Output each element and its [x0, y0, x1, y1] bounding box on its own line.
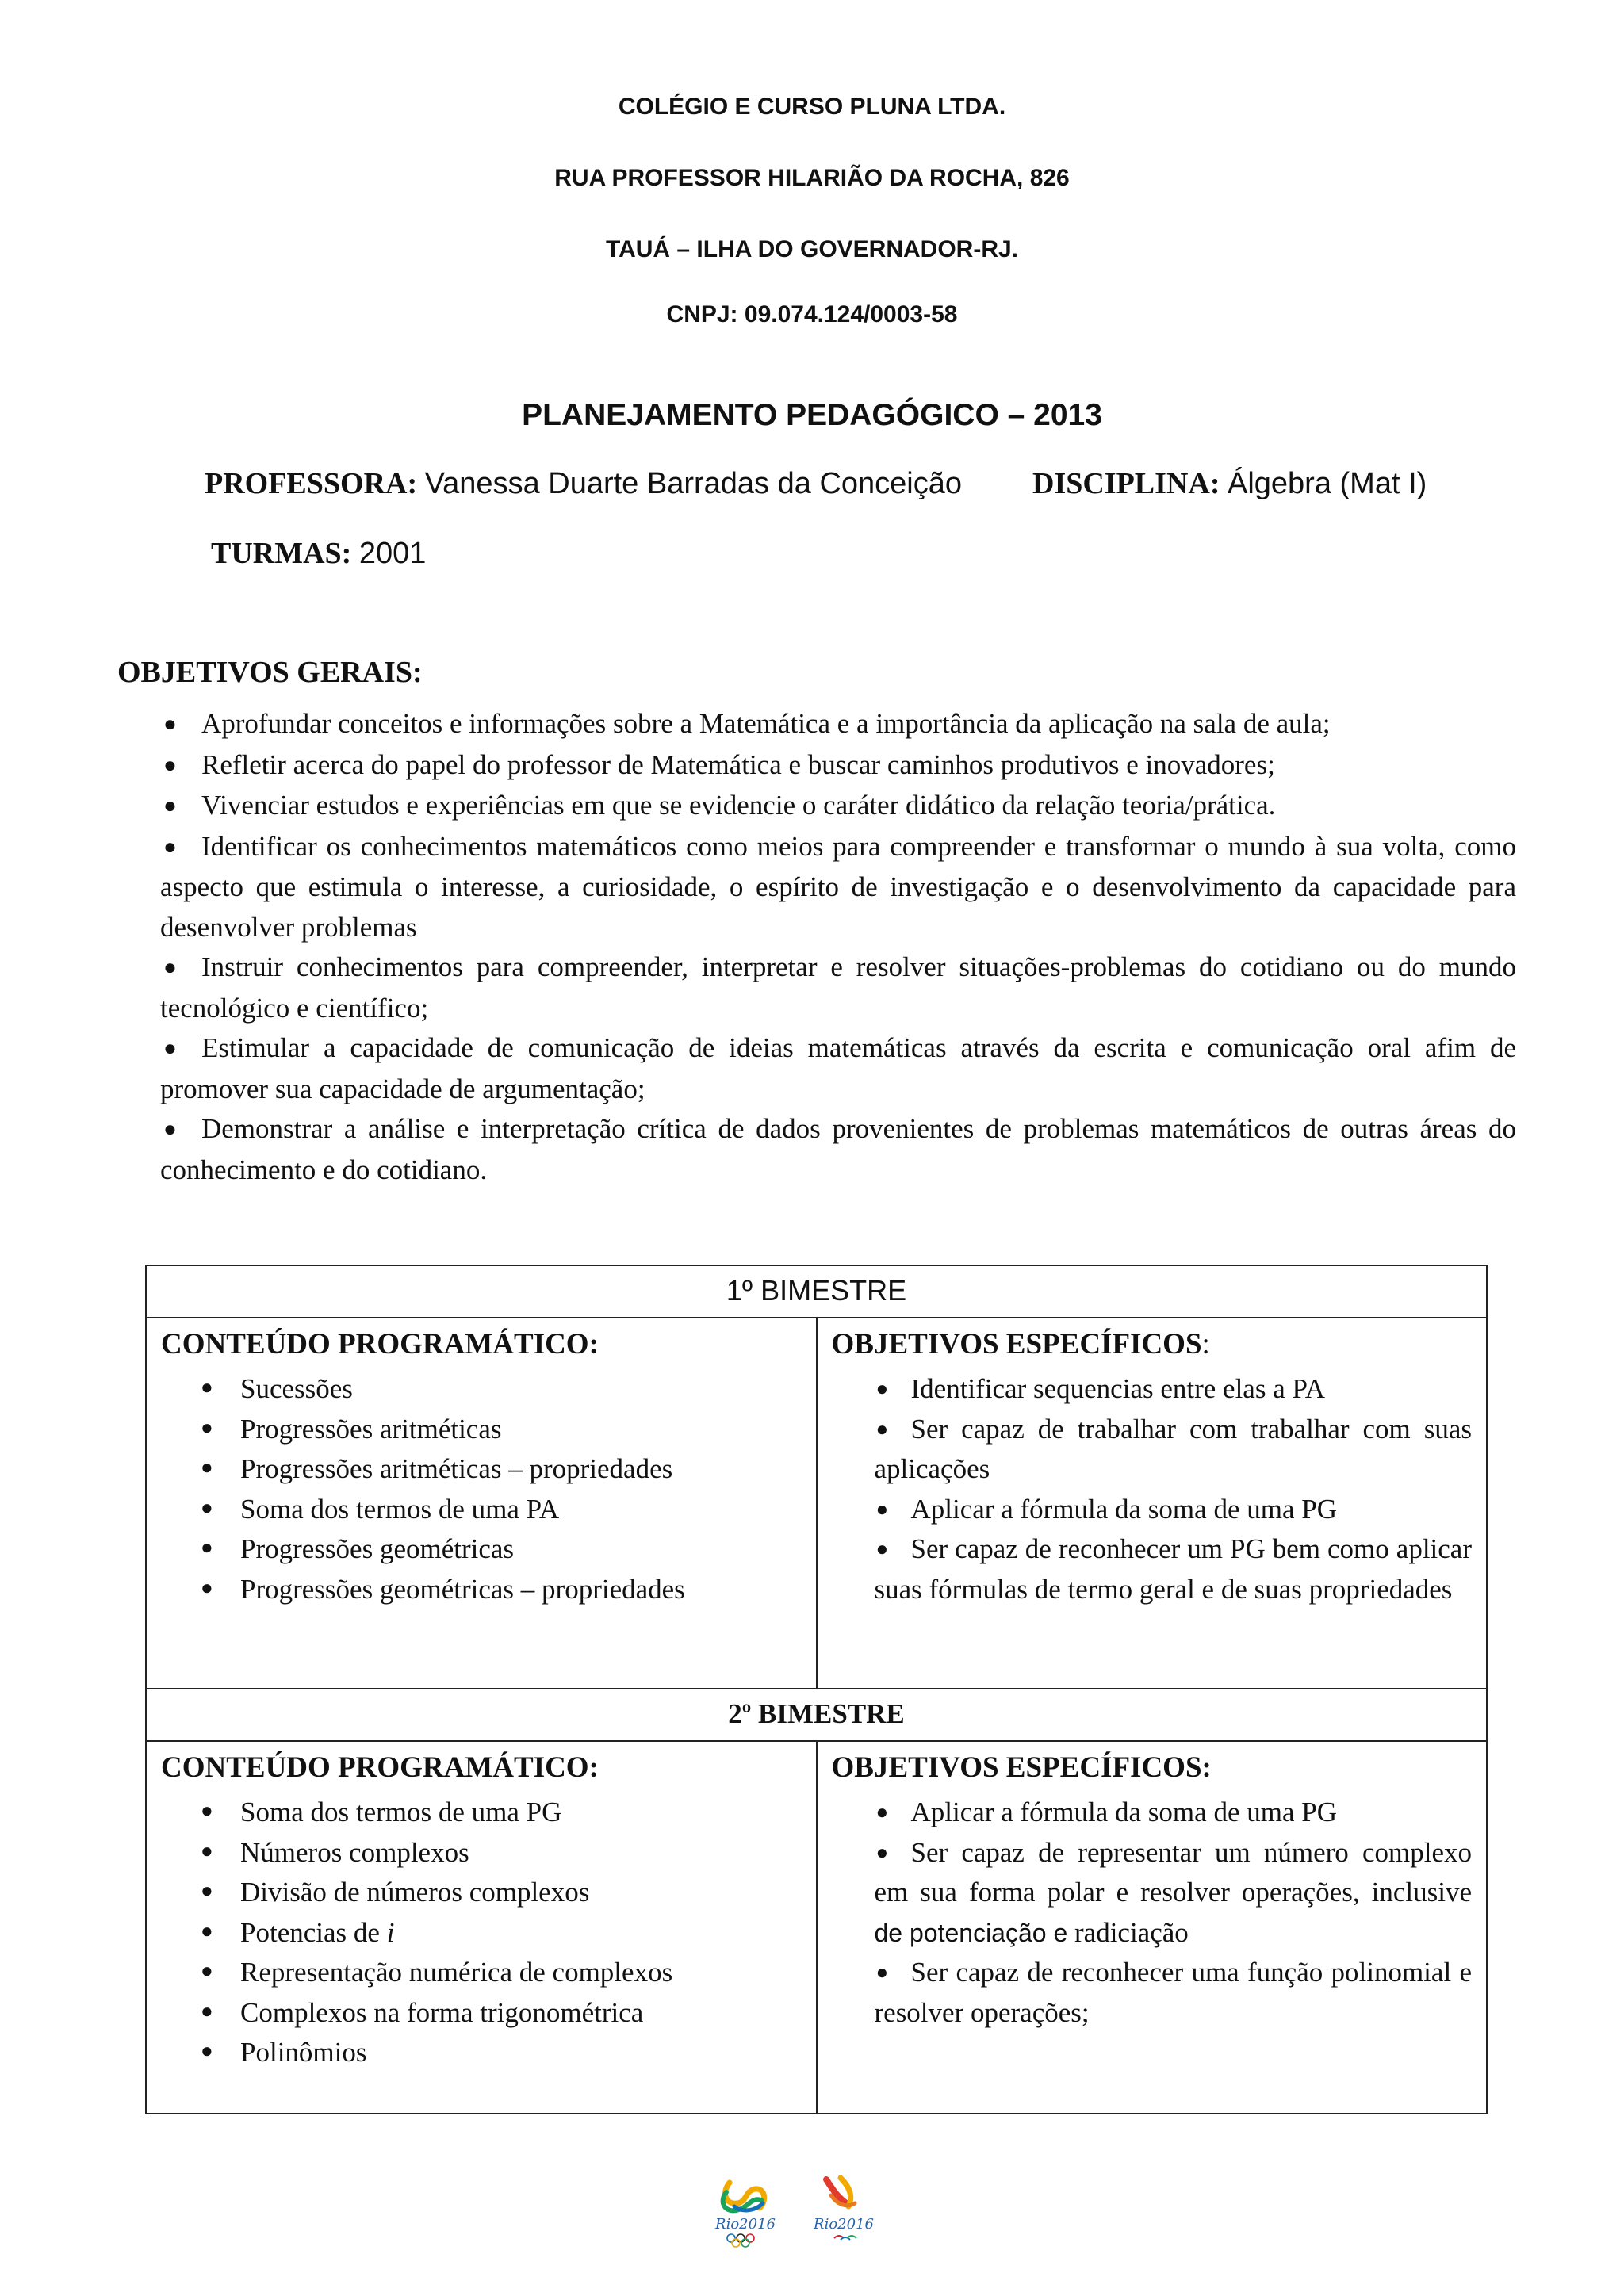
classes-label: TURMAS: [211, 537, 352, 570]
list-item: ● Números complexos [201, 1833, 802, 1873]
subject-name: Álgebra (Mat I) [1227, 467, 1427, 500]
school-city: TAUÁ – ILHA DO GOVERNADOR-RJ. [605, 236, 1019, 262]
list-item: ● Divisão de números complexos [201, 1873, 802, 1913]
bullet-icon: ● [875, 1840, 889, 1864]
general-objectives-heading: OBJETIVOS GERAIS: [117, 656, 423, 689]
teacher-name: Vanessa Duarte Barradas da Conceição [424, 467, 962, 500]
list-item: ● Progressões aritméticas – propriedades [201, 1449, 802, 1490]
bimester1-objectives-heading-line [832, 1325, 1473, 1364]
svg-text:Rio2016: Rio2016 [814, 2216, 874, 2233]
general-objectives-list [160, 704, 1516, 1190]
heading-colon: : [1201, 1328, 1210, 1360]
subject-line [1032, 466, 1427, 501]
bullet-icon: ● [163, 794, 177, 818]
general-objective: ● Vivenciar estudos e experiências em que se evidencie o caráter didático da relação teoria/prática. [160, 786, 1516, 827]
list-item: ● Aplicar a fórmula da soma de uma PG [875, 1793, 1473, 1833]
teacher-label: PROFESSORA: [205, 467, 418, 500]
bimester1-objectives-heading: OBJETIVOS ESPECÍFICOS [831, 1328, 1202, 1360]
general-objective: ● Identificar os conhecimentos matemáticos como meios para compreender e transformar o mundo à sua volta, como aspecto que estimula o interesse, a curiosidade, o espírito de investigação e o desenvolvimento da capacidade para desenvolver problemas [160, 827, 1516, 948]
svg-text:Rio2016: Rio2016 [715, 2216, 776, 2233]
bullet-icon: ● [875, 1961, 889, 1984]
list-item: ● Ser capaz de trabalhar com trabalhar com suas aplicações [875, 1410, 1473, 1490]
bullet-icon: ● [163, 955, 177, 980]
list-item: ● Ser capaz de reconhecer um PG bem como aplicar suas fórmulas de termo geral e de suas propriedades [875, 1529, 1473, 1609]
list-item: ● Ser capaz de reconhecer uma função polinomial e resolver operações; [875, 1953, 1473, 2033]
bullet-icon: ● [163, 834, 177, 859]
bullet-icon: ● [163, 712, 177, 737]
list-item: ● Sucessões [201, 1369, 802, 1410]
bimester2-title: 2º BIMESTRE [146, 1689, 1487, 1741]
bimester1-content-list [161, 1369, 802, 1609]
bullet-icon: ● [163, 752, 177, 778]
general-objective: ● Refletir acerca do papel do professor de Matemática e buscar caminhos produtivos e inovadores; [160, 745, 1516, 786]
general-objective: ● Aprofundar conceitos e informações sobre a Matemática e a importância da aplicação na sala de aula; [160, 704, 1516, 745]
bimester1-content-cell [146, 1318, 817, 1689]
page-title: PLANEJAMENTO PEDAGÓGICO – 2013 [522, 398, 1102, 432]
bullet-icon: ● [163, 1036, 177, 1061]
list-item: ● Potencias de i [201, 1913, 802, 1954]
list-item: ● Soma dos termos de uma PG [201, 1793, 802, 1833]
subject-label: DISCIPLINA: [1032, 467, 1220, 500]
school-cnpj: CNPJ: 09.074.124/0003-58 [666, 301, 958, 327]
list-item: ● Identificar sequencias entre elas a PA [875, 1369, 1473, 1410]
bullet-icon: ● [875, 1800, 889, 1823]
list-item: ● Progressões geométricas – propriedades [201, 1570, 802, 1610]
bullet-icon: ● [875, 1417, 889, 1441]
list-item: ● Soma dos termos de uma PA [201, 1490, 802, 1530]
olympic-logo-icon [707, 2168, 914, 2256]
bullet-icon: ● [163, 1117, 177, 1142]
bimester2-objectives-list [875, 1793, 1473, 2033]
general-objective: ● Instruir conhecimentos para compreender, interpretar e resolver situações-problemas do cotidiano ou do mundo tecnológico e científico; [160, 947, 1516, 1028]
list-item: ● Representação numérica de complexos [201, 1953, 802, 1993]
bimester1-content-heading: CONTEÚDO PROGRAMÁTICO: [161, 1328, 599, 1360]
list-item: ● Progressões geométricas [201, 1529, 802, 1570]
general-objective: ● Demonstrar a análise e interpretação crítica de dados provenientes de problemas matemáticos de outras áreas do conhecimento e do cotidiano. [160, 1109, 1516, 1190]
bimester2-content-cell [146, 1741, 817, 2114]
bimester1-objectives-list [875, 1369, 1473, 1609]
bimester2-objectives-cell [817, 1741, 1488, 2114]
classes-value: 2001 [358, 537, 427, 570]
rio2016-logos [707, 2168, 914, 2256]
teacher-line [205, 466, 962, 501]
bimester2-content-list [161, 1793, 802, 2073]
bullet-icon: ● [875, 1497, 889, 1521]
classes-line [211, 536, 426, 571]
list-item: ● Progressões aritméticas [201, 1410, 802, 1450]
bimester-plan-table [145, 1265, 1488, 2114]
list-item: ● Aplicar a fórmula da soma de uma PG [875, 1490, 1473, 1530]
list-item: ● Ser capaz de representar um número complexo em sua forma polar e resolver operações, inclusive de potenciação e radiciação [875, 1833, 1473, 1954]
general-objective: ● Estimular a capacidade de comunicação de ideias matemáticas através da escrita e comunicação oral afim de promover sua capacidade de argumentação; [160, 1028, 1516, 1109]
bullet-icon: ● [875, 1377, 889, 1400]
bimester2-content-heading: CONTEÚDO PROGRAMÁTICO: [161, 1751, 599, 1784]
list-item: ● Complexos na forma trigonométrica [201, 1993, 802, 2034]
list-item: ● Polinômios [201, 2033, 802, 2073]
bimester2-objectives-heading: OBJETIVOS ESPECÍFICOS: [831, 1751, 1212, 1784]
bimester1-objectives-cell [817, 1318, 1488, 1689]
bullet-icon: ● [875, 1537, 889, 1560]
bimester1-title: 1º BIMESTRE [146, 1265, 1487, 1318]
school-street: RUA PROFESSOR HILARIÃO DA ROCHA, 826 [554, 165, 1070, 191]
school-name: COLÉGIO E CURSO PLUNA LTDA. [618, 94, 1006, 120]
